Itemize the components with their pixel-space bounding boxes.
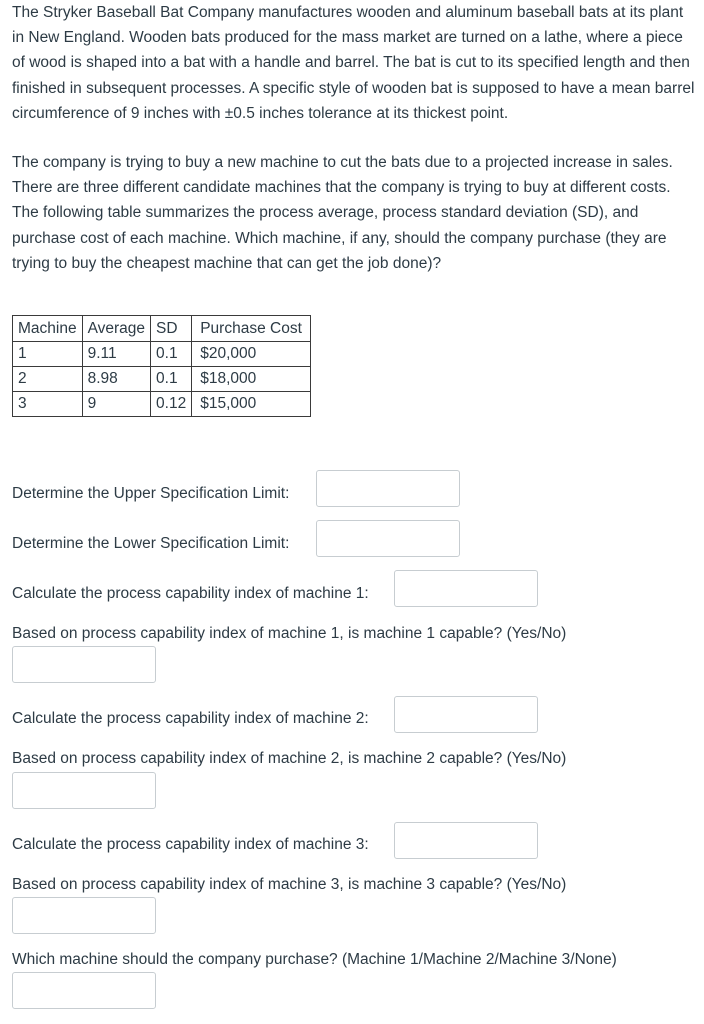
cell-machine: 3 <box>13 392 83 417</box>
header-machine: Machine <box>13 316 83 342</box>
capable-machine-2-input[interactable] <box>12 772 156 809</box>
cell-cost: $18,000 <box>192 367 311 392</box>
cpk-machine-1-question: Calculate the process capability index of machine 1: <box>12 585 369 602</box>
header-average: Average <box>82 316 150 342</box>
capable-machine-1-question: Based on process capability index of machine 1, is machine 1 capable? (Yes/No) <box>12 625 567 642</box>
cpk-machine-3-input[interactable] <box>394 822 538 859</box>
capable-machine-3-input[interactable] <box>12 897 156 934</box>
cell-average: 9 <box>82 392 150 417</box>
table-header-row <box>13 316 311 342</box>
usl-question: Determine the Upper Specification Limit: <box>12 485 290 502</box>
cell-cost: $20,000 <box>192 342 311 367</box>
lsl-input[interactable] <box>316 520 460 557</box>
cpk-machine-3-question: Calculate the process capability index of machine 3: <box>12 836 369 853</box>
cpk-machine-2-question: Calculate the process capability index of machine 2: <box>12 710 369 727</box>
cell-sd: 0.1 <box>151 367 192 392</box>
table-row <box>13 367 311 392</box>
usl-input[interactable] <box>316 470 460 507</box>
cell-sd: 0.12 <box>151 392 192 417</box>
machine-table <box>12 315 311 417</box>
header-sd: SD <box>151 316 192 342</box>
intro-paragraph-1: The Stryker Baseball Bat Company manufactures wooden and aluminum baseball bats at its plant in New England. Wooden bats produced for the mass market are turned on a lathe, where a piece of wood is shaped into a bat with a handle and barrel. The bat is cut to its specified length and then finished in subsequent processes. A specific style of wooden bat is supposed to have a mean barrel circumference of 9 inches with ±0.5 inches tolerance at its thickest point. <box>12 4 695 122</box>
cpk-machine-2-input[interactable] <box>394 696 538 733</box>
header-purchase-cost: Purchase Cost <box>192 316 311 342</box>
cell-machine: 1 <box>13 342 83 367</box>
capable-machine-3-question: Based on process capability index of machine 3, is machine 3 capable? (Yes/No) <box>12 876 567 893</box>
cell-machine: 2 <box>13 367 83 392</box>
cpk-machine-1-input[interactable] <box>394 570 538 607</box>
purchase-question: Which machine should the company purchase? (Machine 1/Machine 2/Machine 3/None) <box>12 951 617 968</box>
table-row <box>13 392 311 417</box>
intro-paragraph-2: The company is trying to buy a new machine to cut the bats due to a projected increase in sales. There are three different candidate machines that the company is trying to buy at different costs. The following table summarizes the process average, process standard deviation (SD), and purchase cost of each machine. Which machine, if any, should the company purchase (they are trying to buy the cheapest machine that can get the job done)? <box>12 154 673 272</box>
capable-machine-1-input[interactable] <box>12 646 156 683</box>
cell-average: 8.98 <box>82 367 150 392</box>
table-row <box>13 342 311 367</box>
cell-cost: $15,000 <box>192 392 311 417</box>
purchase-input[interactable] <box>12 972 156 1009</box>
cell-average: 9.11 <box>82 342 150 367</box>
cell-sd: 0.1 <box>151 342 192 367</box>
lsl-question: Determine the Lower Specification Limit: <box>12 535 290 552</box>
capable-machine-2-question: Based on process capability index of machine 2, is machine 2 capable? (Yes/No) <box>12 750 567 767</box>
